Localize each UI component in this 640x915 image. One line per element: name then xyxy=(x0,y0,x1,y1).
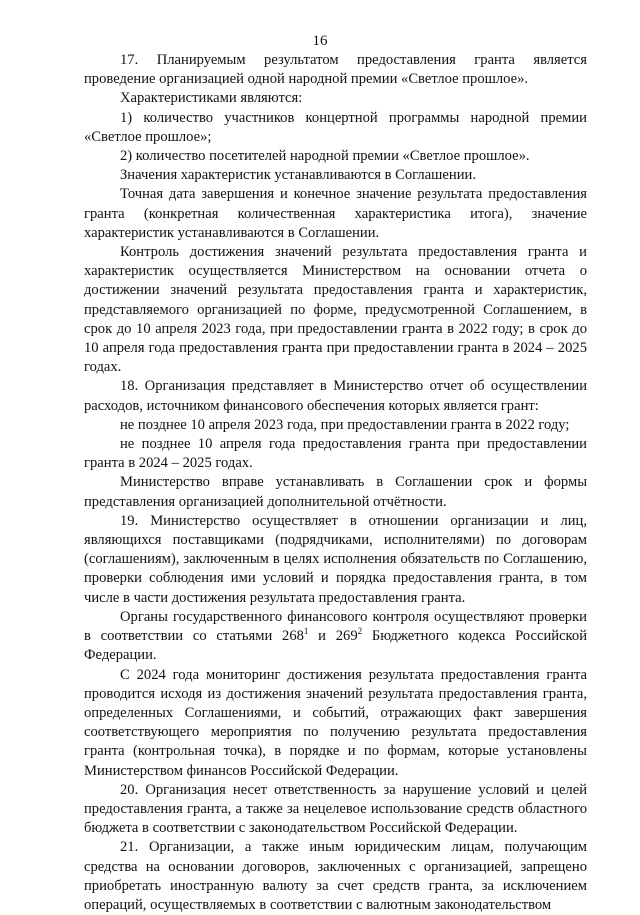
article-268-superscript: 1 xyxy=(303,626,309,637)
paragraph-21: 21. Организации, а также иным юридическим лицам, получающим средства на основании договоров, заключенных с организацией, запрещено приобретать иностранную валюту за счет средств гранта, за исключением операций, осуществляемых в соответствии с валютным законодательством xyxy=(84,839,587,913)
characteristic-item-2: 2) количество посетителей народной премии «Светлое прошлое». xyxy=(120,148,530,165)
characteristics-heading: Характеристиками являются: xyxy=(120,90,303,107)
page-number: 16 xyxy=(312,33,328,49)
monitoring-paragraph: С 2024 года мониторинг достижения результата предоставления гранта проводится исходя из достижения значений результата предоставления гранта, определенных Соглашениями, и событий, отражающих факт завершения соответствующего мероприятия по получению результата предоставления гранта (контрольная точка), в порядке и по формам, которые установлены Министерством финансов Российской Федерации. xyxy=(84,666,587,779)
control-text-middle: и 269 xyxy=(308,628,358,645)
paragraph-19: 19. Министерство осуществляет в отношении организации и лиц, являющихся поставщиками (подрядчиками, исполнителями) по договорам (соглашениям), заключенным в целях исполнения обязательств по Соглашению, проверки соблюдения ими условий и порядка предоставления гранта, в том числе в части достижения результата предоставления гранта. xyxy=(84,512,587,606)
article-269-superscript: 2 xyxy=(357,626,363,637)
control-text-after: Бюджетного кодекса Российской Федерации. xyxy=(84,628,588,664)
completion-date-paragraph: Точная дата завершения и конечное значение результата предоставления гранта (конкретная количественная характеристика итога), значение характеристик устанавливаются в Соглашении. xyxy=(84,186,587,241)
state-financial-control-paragraph xyxy=(84,608,587,666)
paragraph-20: 20. Организация несет ответственность за нарушение условий и целей предоставления гранта, а также за нецелевое использование средств областного бюджета в соответствии с законодательством Российской Федерации. xyxy=(84,781,587,837)
characteristic-item-1: 1) количество участников концертной программы народной премии «Светлое прошлое»; xyxy=(84,109,587,145)
paragraph-18: 18. Организация представляет в Министерство отчет об осуществлении расходов, источником финансового обеспечения которых является грант: xyxy=(84,378,587,414)
control-achievement-paragraph: Контроль достижения значений результата предоставления гранта и характеристик осуществляется Министерством на основании отчета о достижении значений результата предоставления гранта и характеристик, представляемого организацией по форме, предусмотренной Соглашением, в срок до 10 апреля 2023 года, при предоставлении гранта в 2022 году; в срок до 10 апреля года предоставления гранта при предоставлении гранта в 2024 – 2025 годах. xyxy=(84,244,587,376)
control-text-before: Органы государственного финансового контроля осуществляют проверки в соответствии со статьями 268 xyxy=(84,608,587,645)
additional-reporting-paragraph: Министерство вправе устанавливать в Соглашении срок и формы представления организацией дополнительной отчётности. xyxy=(84,474,587,510)
characteristics-values-paragraph: Значения характеристик устанавливаются в Соглашении. xyxy=(120,167,476,184)
document-body xyxy=(84,51,587,915)
paragraph-17: 17. Планируемым результатом предоставления гранта является проведение организацией одной народной премии «Светлое прошлое». xyxy=(84,52,587,88)
report-deadline-2024-2025: не позднее 10 апреля года предоставления гранта при предоставлении гранта в 2024 – 2025 годах. xyxy=(84,436,587,472)
report-deadline-2022: не позднее 10 апреля 2023 года, при предоставлении гранта в 2022 году; xyxy=(120,416,570,433)
